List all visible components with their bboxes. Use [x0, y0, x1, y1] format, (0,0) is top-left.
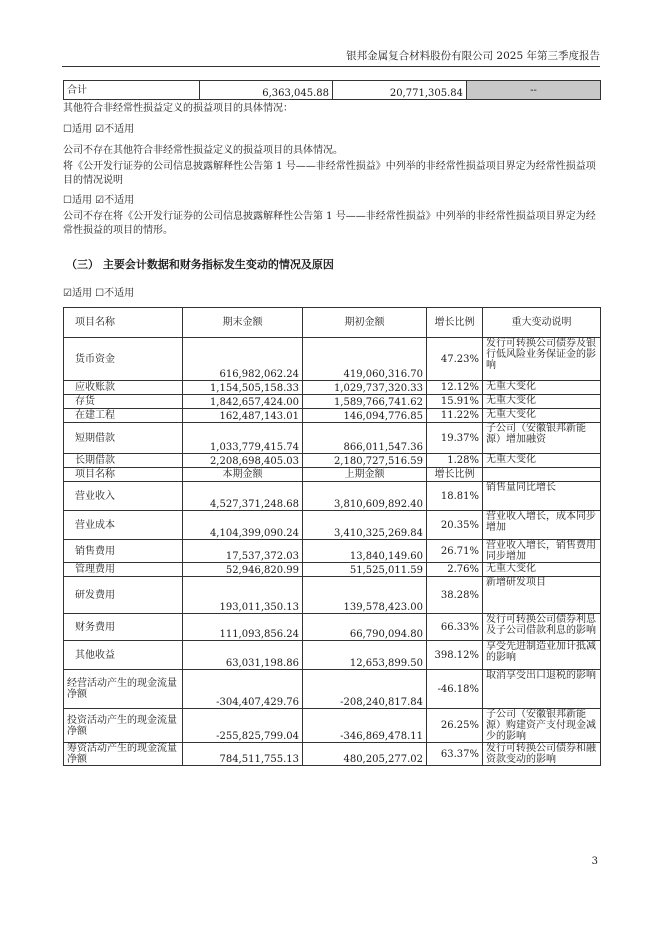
growth-rate: 12.12%: [427, 381, 483, 395]
prior-amount: 3,410,325,269.84: [303, 511, 427, 540]
current-amount: 1,033,779,415.74: [183, 423, 303, 454]
table-row: [64, 511, 601, 540]
table-row: [64, 454, 601, 468]
prior-amount: 2,180,727,516.59: [303, 454, 427, 468]
table-row: [64, 395, 601, 409]
table-row: [64, 540, 601, 563]
column-header: 项目名称: [64, 308, 183, 338]
change-reason: 无重大变化: [483, 454, 601, 468]
column-header: 重大变动说明: [483, 308, 601, 338]
table-header-row: [64, 468, 601, 482]
table-row: [64, 577, 601, 614]
item-name: 筹资活动产生的现金流量净额: [64, 743, 183, 766]
item-name: 管理费用: [64, 563, 183, 577]
change-reason: 取消享受出口退税的影响: [483, 670, 601, 709]
table-row: [64, 423, 601, 454]
prior-amount: 419,060,316.70: [303, 338, 427, 381]
current-amount: 1,154,505,158.33: [183, 381, 303, 395]
change-reason: 无重大变化: [483, 381, 601, 395]
table-row: [64, 709, 601, 743]
current-amount: -304,407,429.76: [183, 670, 303, 709]
current-amount: 193,011,350.13: [183, 577, 303, 614]
page-number: 3: [591, 856, 598, 867]
applicability-option-1: ☐适用 ☑不适用: [63, 124, 135, 135]
table-row: [64, 670, 601, 709]
growth-rate: 66.33%: [427, 614, 483, 641]
item-name: 存货: [64, 395, 183, 409]
total-current-value: 6,363,045.88: [200, 81, 333, 100]
table-row: [64, 743, 601, 766]
item-name: 财务费用: [64, 614, 183, 641]
change-reason: 发行可转换公司债券和融资款变动的影响: [483, 743, 601, 766]
paragraph-no-reclassification: 公司不存在将《公开发行证券的公司信息披露解释性公告第 1 号——非经常性损益》中列举的非经常性损益项目界定为经常性损益的项目的情形。: [63, 211, 596, 236]
section-applicability-option: ☑适用 ☐不适用: [63, 288, 135, 299]
item-name: 投资活动产生的现金流量净额: [64, 709, 183, 743]
prior-amount: 66,790,094.80: [303, 614, 427, 641]
item-name: 在建工程: [64, 409, 183, 423]
item-name: 研发费用: [64, 577, 183, 614]
change-reason: 子公司（安徽银邦新能源）增加融资: [483, 423, 601, 454]
prior-amount: 139,578,423.00: [303, 577, 427, 614]
growth-rate: 26.25%: [427, 709, 483, 743]
column-header: 期初金额: [303, 308, 427, 338]
item-name: 其他收益: [64, 641, 183, 670]
change-reason: 无重大变化: [483, 563, 601, 577]
current-amount: 4,104,399,090.24: [183, 511, 303, 540]
column-header: 项目名称: [64, 468, 183, 482]
table-row: [64, 563, 601, 577]
prior-amount: 12,653,899.50: [303, 641, 427, 670]
column-header: 增长比例: [427, 308, 483, 338]
current-amount: 111,093,856.24: [183, 614, 303, 641]
current-amount: 4,527,371,248.68: [183, 482, 303, 511]
prior-amount: -346,869,478.11: [303, 709, 427, 743]
prior-amount: 1,589,766,741.62: [303, 395, 427, 409]
nonrecurring-total-table: [63, 80, 601, 100]
prior-amount: 146,094,776.85: [303, 409, 427, 423]
current-amount: 162,487,143.01: [183, 409, 303, 423]
prior-amount: 866,011,547.36: [303, 423, 427, 454]
column-header: 增长比例: [427, 468, 483, 482]
item-name: 应收账款: [64, 381, 183, 395]
column-header: [483, 468, 601, 482]
change-reason: 发行可转换公司债券利息及子公司借款利息的影响: [483, 614, 601, 641]
table-row: [64, 641, 601, 670]
change-reason: 子公司（安徽银邦新能源）购建资产支付现金减少的影响: [483, 709, 601, 743]
growth-rate: 15.91%: [427, 395, 483, 409]
column-header: 本期金额: [183, 468, 303, 482]
prior-amount: 51,525,011.59: [303, 563, 427, 577]
table-row: [64, 381, 601, 395]
paragraph-no-other-items: 公司不存在其他符合非经常性损益定义的损益项目的具体情况。: [63, 145, 343, 156]
current-amount: 63,031,198.86: [183, 641, 303, 670]
current-amount: 2,208,698,405.03: [183, 454, 303, 468]
total-label: 合计: [64, 81, 200, 100]
change-reason: 营业收入增长，销售费用同步增加: [483, 540, 601, 563]
table-row: [64, 409, 601, 423]
total-note: --: [467, 81, 601, 100]
change-reason: 新增研发项目: [483, 577, 601, 614]
table-row: [64, 338, 601, 381]
prior-amount: -208,240,817.84: [303, 670, 427, 709]
current-amount: 1,842,657,424.00: [183, 395, 303, 409]
change-reason: 无重大变化: [483, 409, 601, 423]
prior-amount: 1,029,737,320.33: [303, 381, 427, 395]
growth-rate: 19.37%: [427, 423, 483, 454]
current-amount: -255,825,799.04: [183, 709, 303, 743]
change-reason: 享受先进制造业加计抵减的影响: [483, 641, 601, 670]
total-prior-value: 20,771,305.84: [333, 81, 467, 100]
item-name: 营业成本: [64, 511, 183, 540]
growth-rate: 38.28%: [427, 577, 483, 614]
table-row: [64, 482, 601, 511]
growth-rate: 11.22%: [427, 409, 483, 423]
current-amount: 784,511,755.13: [183, 743, 303, 766]
item-name: 营业收入: [64, 482, 183, 511]
change-reason: 销售量同比增长: [483, 482, 601, 511]
current-amount: 17,537,372.03: [183, 540, 303, 563]
prior-amount: 480,205,277.02: [303, 743, 427, 766]
growth-rate: 63.37%: [427, 743, 483, 766]
prior-amount: 3,810,609,892.40: [303, 482, 427, 511]
item-name: 短期借款: [64, 423, 183, 454]
column-header: 期末金额: [183, 308, 303, 338]
table-row: [64, 81, 601, 100]
item-name: 经营活动产生的现金流量净额: [64, 670, 183, 709]
growth-rate: 18.81%: [427, 482, 483, 511]
applicability-option-2: ☐适用 ☑不适用: [63, 195, 135, 206]
item-name: 长期借款: [64, 454, 183, 468]
column-header: 上期金额: [303, 468, 427, 482]
section-title: （三） 主要会计数据和财务指标发生变动的情况及原因: [66, 258, 334, 271]
paragraph-reclassification: 将《公开发行证券的公司信息披露解释性公告第 1 号——非经常性损益》中列举的非经常性损益项目界定为经常性损益项目的情况说明: [63, 161, 596, 186]
table-row: [64, 614, 601, 641]
current-amount: 616,982,062.24: [183, 338, 303, 381]
prior-amount: 13,840,149.60: [303, 540, 427, 563]
item-name: 货币资金: [64, 338, 183, 381]
report-header-title: 银邦金属复合材料股份有限公司 2025 年第三季度报告: [346, 50, 600, 62]
growth-rate: 1.28%: [427, 454, 483, 468]
growth-rate: 398.12%: [427, 641, 483, 670]
change-reason: 营业收入增长，成本同步增加: [483, 511, 601, 540]
header-divider: [62, 66, 600, 67]
item-name: 销售费用: [64, 540, 183, 563]
growth-rate: 26.71%: [427, 540, 483, 563]
paragraph-other-items: 其他符合非经常性损益定义的损益项目的具体情况：: [63, 103, 293, 114]
current-amount: 52,946,820.99: [183, 563, 303, 577]
growth-rate: 2.76%: [427, 563, 483, 577]
growth-rate: 47.23%: [427, 338, 483, 381]
table-header-row: [64, 308, 601, 338]
growth-rate: 20.35%: [427, 511, 483, 540]
change-reason: 发行可转换公司债券及银行低风险业务保证金的影响: [483, 338, 601, 381]
change-reason: 无重大变化: [483, 395, 601, 409]
growth-rate: -46.18%: [427, 670, 483, 709]
financial-change-table: [63, 307, 601, 766]
